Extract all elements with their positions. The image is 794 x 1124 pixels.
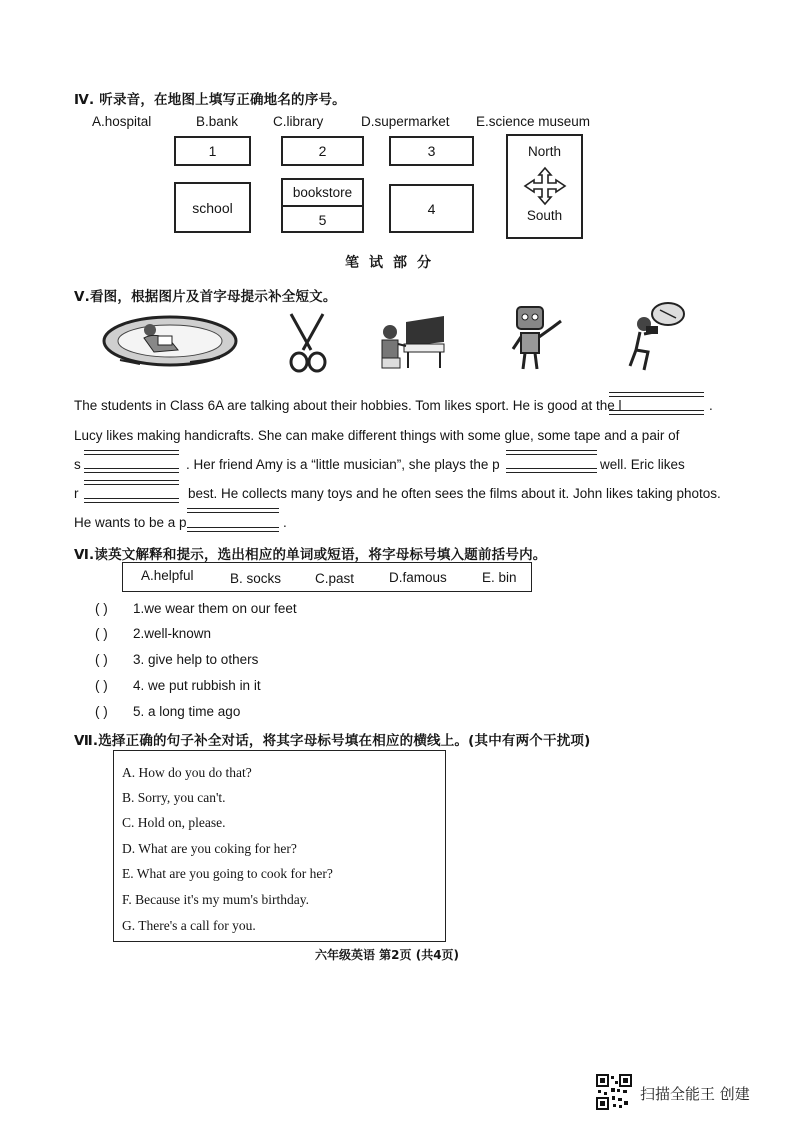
- blank-l-top: [609, 392, 704, 397]
- choice-e: E. What are you going to cook for her?: [122, 866, 333, 881]
- robot-picture: [505, 303, 570, 373]
- option-a-hospital: A.hospital: [92, 114, 152, 129]
- blank-p-top: [506, 450, 597, 455]
- sentence-choices-box: [113, 750, 446, 942]
- choice-b: B. Sorry, you can't.: [122, 790, 226, 805]
- blank-l-input[interactable]: [609, 410, 704, 415]
- section-6-title: Ⅵ.读英文解释和提示，选出相应的单词或短语，将字母标号填入题前括号内。: [74, 547, 547, 563]
- blank-p-input[interactable]: [506, 468, 597, 473]
- north-label: North: [527, 144, 561, 159]
- compass-box: [506, 134, 583, 239]
- map-box-4: 4: [389, 184, 474, 233]
- answer-paren-1[interactable]: ( ): [95, 601, 108, 616]
- passage-line-1: The students in Class 6A are talking about their hobbies. Tom likes sport. He is good at the l: [74, 398, 622, 413]
- passage-line-2: Lucy likes making handicrafts. She can make different things with some glue, some tape and a pair of: [74, 428, 680, 443]
- option-b-bank: B.bank: [196, 114, 239, 129]
- choice-c: C. Hold on, please.: [122, 815, 226, 830]
- bookstore-label: bookstore: [283, 180, 362, 207]
- answer-paren-3[interactable]: ( ): [95, 652, 108, 667]
- option-e-science-museum: E.science museum: [476, 114, 591, 129]
- scanner-watermark: 扫描全能王 创建: [640, 1085, 750, 1103]
- section-7-title: Ⅶ.选择正确的句子补全对话，将其字母标号填在相应的横线上。(其中有两个干扰项): [74, 733, 591, 749]
- map-box-bookstore: [281, 178, 364, 233]
- word-b-socks: B. socks: [230, 571, 282, 586]
- passage-line-5-start: He wants to be a p: [74, 515, 187, 530]
- clue-3: 3. give help to others: [133, 652, 259, 667]
- reading-picture: [100, 310, 240, 372]
- clue-4: 4. we put rubbish in it: [133, 678, 261, 693]
- passage-line-3-end: well. Eric likes: [600, 457, 685, 472]
- blank-photographer-input[interactable]: [187, 527, 279, 532]
- word-d-famous: D.famous: [389, 570, 447, 585]
- choice-f: F. Because it's my mum's birthday.: [122, 892, 310, 907]
- map-box-1: 1: [174, 136, 251, 166]
- answer-paren-4[interactable]: ( ): [95, 678, 108, 693]
- word-e-bin: E. bin: [482, 570, 517, 585]
- scissors-picture: [285, 312, 330, 374]
- piano-picture: [378, 312, 448, 370]
- clue-1: 1.we wear them on our feet: [133, 601, 297, 616]
- blank-s-top: [84, 450, 179, 455]
- compass-arrows-icon: [520, 166, 570, 206]
- clue-5: 5. a long time ago: [133, 704, 241, 719]
- clue-2: 2.well-known: [133, 626, 212, 641]
- passage-line-4-end: best. He collects many toys and he often sees the films about it. John likes taking photos.: [188, 486, 721, 501]
- choice-d: D. What are you coking for her?: [122, 841, 297, 856]
- blank-s-input[interactable]: [84, 468, 179, 473]
- map-box-2: 2: [281, 136, 364, 166]
- passage-line-5-end: .: [283, 515, 287, 530]
- passage-line-1-end: .: [709, 398, 713, 413]
- passage-line-3-start: s: [74, 457, 81, 472]
- answer-paren-2[interactable]: ( ): [95, 626, 108, 641]
- written-section-header: 笔试部分: [345, 255, 441, 271]
- photographer-picture: [626, 300, 686, 372]
- map-box-3: 3: [389, 136, 474, 166]
- answer-paren-5[interactable]: ( ): [95, 704, 108, 719]
- word-a-helpful: A.helpful: [141, 568, 194, 583]
- blank-r-top: [84, 480, 179, 485]
- blank-r-input[interactable]: [84, 498, 179, 503]
- option-d-supermarket: D.supermarket: [361, 114, 450, 129]
- option-c-library: C.library: [273, 114, 324, 129]
- word-bank-box: [122, 562, 532, 592]
- passage-line-3-middle: . Her friend Amy is a “little musician”, she plays the p: [186, 457, 500, 472]
- passage-line-4-start: r: [74, 486, 79, 501]
- south-label: South: [526, 208, 563, 223]
- choice-a: A. How do you do that?: [122, 765, 252, 780]
- word-c-past: C.past: [315, 571, 355, 586]
- choice-g: G. There's a call for you.: [122, 918, 256, 933]
- blank-photographer-top: [187, 508, 279, 513]
- section-5-title: Ⅴ.看图，根据图片及首字母提示补全短文。: [74, 289, 337, 305]
- page-footer: 六年级英语 第2页 (共4页): [315, 948, 460, 962]
- map-box-5: 5: [318, 212, 327, 228]
- section-4-title: Ⅳ. 听录音，在地图上填写正确地名的序号。: [74, 92, 346, 108]
- map-box-school: school: [174, 182, 251, 233]
- qr-code-icon: [596, 1074, 632, 1110]
